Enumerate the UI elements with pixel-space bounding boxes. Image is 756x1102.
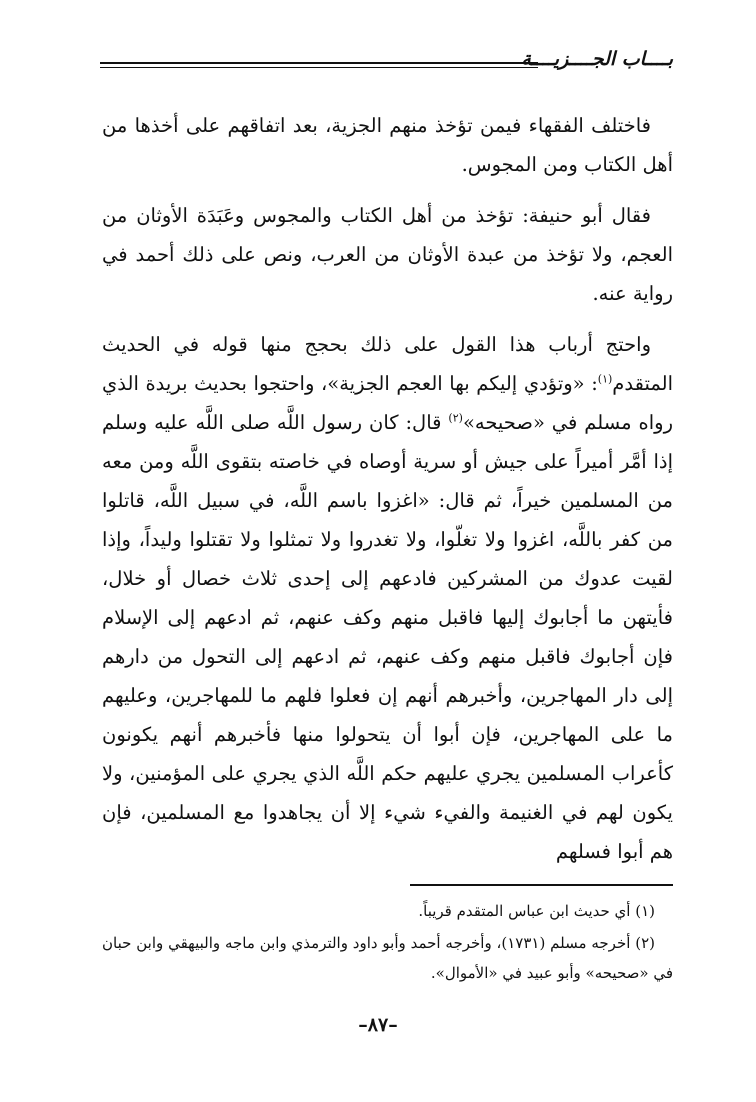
paragraph	[102, 325, 673, 871]
running-header	[100, 48, 673, 78]
paragraph-text: فاختلف الفقهاء فيمن تؤخذ منهم الجزية، بعد اتفاقهم على أخذها من أهل الكتاب ومن المجوس.	[102, 114, 673, 176]
footnotes	[102, 896, 673, 990]
page-number: –٨٧–	[358, 1014, 398, 1036]
footnote-1: (١) أي حديث ابن عباس المتقدم قريباً.	[418, 902, 655, 920]
paragraph-text: فقال أبو حنيفة: تؤخذ من أهل الكتاب والمجوس وعَبَدَة الأوثان من العجم، ولا تؤخذ من عبدة الأوثان من العرب، ونص على ذلك أحمد في رواية عنه.	[102, 204, 673, 305]
paragraph-text: : «وتؤدي إليكم بها العجم الجزية»، واحتجوا بحديث بريدة الذي رواه مسلم في «صحيحه»	[102, 372, 673, 434]
paragraph	[102, 106, 673, 184]
running-title: بــــاب الجــــزيــــة	[521, 48, 673, 70]
main-text	[102, 106, 673, 871]
footnote-ref-1[interactable]: (١)	[597, 372, 613, 386]
header-rule-thin	[100, 67, 538, 68]
paragraph-text: قال: كان رسول اللَّه صلى اللَّه عليه وسلم إذا أمَّر أميراً على جيش أو سرية أوصاه في خاصته بتقوى اللَّه ومن معه من المسلمين خيراً، ثم قال: «اغزوا باسم اللَّه، في سبيل اللَّه، قاتلوا من كفر باللَّه، اغزوا ولا تغلّوا، ولا تغدروا ولا تمثلوا ولا تقتلوا وليداً، وإذا لقيت عدوك من المشركين فادعهم إلى إحدى ثلاث خصال أو خلال، فأيتهن ما أجابوك إليها فاقبل منهم وكف عنهم، ثم ادعهم إلى الإسلام فإن أجابوك فاقبل منهم وكف عنهم، ثم ادعهم إلى التحول من دارهم إلى دار المهاجرين، وأخبرهم أنهم إن فعلوا فلهم ما للمهاجرين، وعليهم ما على المهاجرين، فإن أبوا أن يتحولوا منها فأخبرهم أنهم يكونون كأعراب المسلمين يجري عليهم حكم اللَّه الذي يجري على المؤمنين، ولا يكون لهم في الغنيمة والفيء شيء إلا أن يجاهدوا مع المسلمين، فإن هم أبوا فسلهم	[102, 411, 673, 863]
footnote-ref-2[interactable]: (٢)	[448, 411, 463, 425]
header-rule	[100, 62, 538, 64]
paragraph	[102, 196, 673, 313]
footnote-2: (٢) أخرجه مسلم (١٧٣١)، وأخرجه أحمد وأبو داود والترمذي وابن ماجه والبيهقي وابن حبان في «صحيحه» وأبو عبيد في «الأموال».	[102, 934, 673, 982]
footnote-separator	[410, 884, 673, 886]
paragraph-text: واحتج أرباب هذا القول على ذلك بحجج منها قوله في الحديث المتقدم	[102, 333, 673, 395]
